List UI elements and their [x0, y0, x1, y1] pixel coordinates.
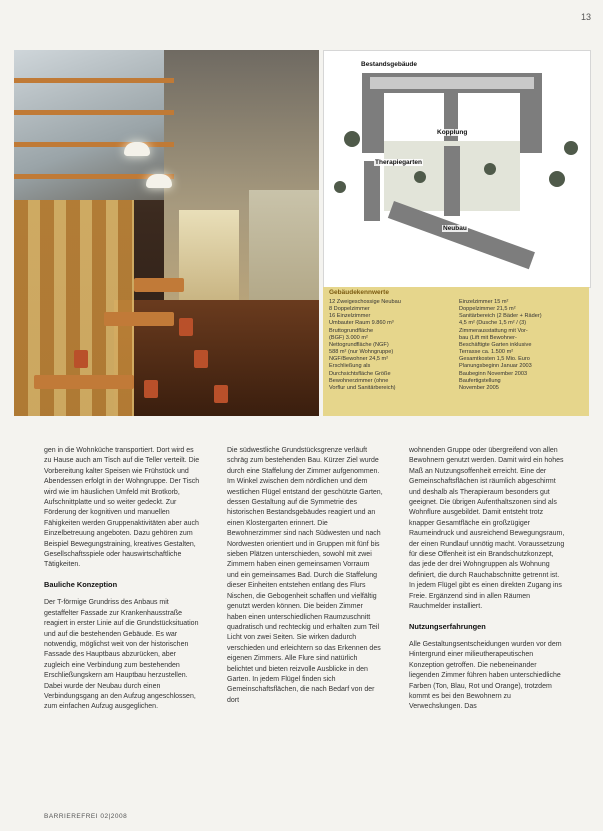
data-line: Bewohnerzimmer (ohne: [329, 377, 389, 384]
data-line: 8 Doppelzimmer: [329, 306, 370, 313]
roof-beam: [14, 78, 174, 83]
data-line: November 2005: [459, 384, 499, 391]
paragraph: gen in die Wohnküche transportiert. Dort wird es zu Hause auch am Tisch auf die Teller verteilt. Die Vorbereitung kalter Speisen wie Frühstück und Abendessen erfolgt in der Wohngruppe. Der Tisch wird wie im häuslichen Umfeld mit Brotkorb, Aufschnittplatte und so weiter gedeckt. Zur Förderung der kognitiven und manuellen Fähigkeiten werden Gruppenaktivitäten aber auch Einzelbetreuung angeboten. Dazu gehören zum Beispiel Bewegungstraining, kreatives Gestalten, Gesellschaftsspiele oder hauswirtschaftliche Tätigkeiten.: [44, 447, 200, 569]
existing-building-rooms: [370, 77, 534, 89]
site-plan: [323, 50, 591, 288]
data-line: 12 Zweigeschossige Neubau: [329, 299, 401, 305]
chair: [194, 350, 208, 368]
chair: [214, 385, 228, 403]
data-line: Vorflur und Sanitärbereich): [329, 384, 396, 391]
data-line: Gesamtkosten 1,5 Mio. Euro: [459, 356, 530, 363]
corridor-opening: [179, 210, 239, 300]
building-data-box: [323, 287, 589, 416]
data-line: Erschließung als: [329, 363, 371, 370]
pendant-lamp: [146, 174, 172, 188]
tree: [549, 171, 565, 187]
existing-building-wing: [520, 93, 542, 153]
new-building: [388, 201, 535, 269]
paragraph: Alle Gestaltungsentscheidungen wurden vor dem Hintergrund einer milieutherapeutischen Konzeption getroffen. Die nebeneinander liegenden Zimmer führen haben unterschiedliche Farben (Ton, Blau, Rot und Orange), trotzdem kommt es bei den Bewohnern zu Verwechslungen. Das: [409, 640, 562, 711]
data-line: Planungsbeginn Januar 2003: [459, 363, 532, 370]
data-line: Doppelzimmer 21,5 m²: [459, 306, 516, 313]
paragraph: wohnenden Gruppe oder übergreifend von allen Bewohnern genutzt werden. Damit wird ein hohes Maß an Nutzungsoffenheit erreicht. Eine der Gemeinschaftsflächen ist räumlich abgeschirmt und deshalb als Therapieraum besonders gut geeignet. Die übrigen Aufenthaltszonen sind als Wohnflure ausgebildet. Damit entsteht trotz knapper Gesamtfläche ein großzügiger Raumeindruck und ausreichend Bewegungsraum, der einen Rundlauf unnötig macht. Voraussetzung für diese Offenheit ist ein Brandschutzkonzept, das jede der drei Wohngruppen als Wohnung definiert, die durch Rauchabschnitte getrennt ist. In jedem Flügel gibt es einen direkten Zugang ins Freie. Ergänzend sind in allen Räumen Rauchmelder installiert.: [409, 447, 565, 611]
data-line: 16 Einzelzimmer: [329, 313, 371, 320]
data-line: Sanitärbereich (2 Bäder + Räder): [459, 313, 542, 320]
section-heading: Bauliche Konzeption: [44, 579, 118, 589]
dining-table: [134, 278, 184, 292]
data-line: Einzelzimmer 15 m²: [459, 299, 509, 305]
new-building-wing: [444, 146, 460, 216]
data-column-right: [459, 299, 581, 392]
data-line: Baubeginn November 2003: [459, 370, 528, 377]
data-line: Durchsichtsfläche Größe: [329, 370, 391, 377]
chair: [144, 380, 158, 398]
pendant-lamp: [124, 142, 150, 156]
data-column-left: [329, 299, 451, 392]
interior-photo: [14, 50, 319, 416]
tree: [414, 171, 426, 183]
label-link: Kopplung: [437, 129, 468, 136]
dining-table: [104, 312, 174, 326]
data-line: bau (Lift mit Bewohner-: [459, 334, 517, 341]
text-column-3: [409, 446, 565, 722]
data-line: Baufertigstellung: [459, 377, 501, 384]
data-line: 4,5 m² (Dusche 1,5 m² / (3): [459, 320, 527, 327]
data-line: (BGF) 3.000 m²: [329, 334, 368, 341]
new-building-wing: [364, 161, 380, 221]
data-box-title: Gebäudekennwerte: [329, 289, 389, 296]
data-line: Beschäftigte Garten inklusive: [459, 341, 532, 348]
text-column-2: [227, 446, 383, 715]
roof-beam: [14, 142, 174, 147]
data-line: Terrasse ca. 1.500 m²: [459, 349, 514, 356]
tree: [344, 131, 360, 147]
data-line: Umbauter Raum 9.860 m³: [329, 320, 394, 327]
footer-publication: BARRIEREFREI 02|2008: [44, 813, 128, 820]
label-therapy-garden: Therapiegarten: [375, 159, 422, 166]
data-line: Nettogrundfläche (NGF): [329, 341, 389, 348]
page-number: 13: [580, 12, 591, 22]
label-new-building: Neubau: [443, 225, 467, 232]
chair: [74, 350, 88, 368]
tree: [334, 181, 346, 193]
data-line: Bruttogrundfläche: [329, 327, 374, 334]
tree: [564, 141, 578, 155]
label-existing-building: Bestandsgebäude: [361, 61, 417, 68]
data-line: 588 m² (nur Wohngruppe): [329, 349, 394, 356]
existing-building-wing: [362, 93, 384, 153]
section-heading: Nutzungserfahrungen: [409, 621, 486, 631]
paragraph: Der T-förmige Grundriss des Anbaus mit gestaffelter Fassade zur Krankenhausstraße reagiert in erster Linie auf die Grundstücksituation und auf die bestehenden Gebäude. Es war notwendig, möglichst weit von der historischen Fassade des Hauptbaus abzurücken, aber zugleich eine Verbindung zum bestehenden Erschließungskern am Hauptbau herzustellen. Dabei wurde der Neubau durch einen Verbindungsgang an den Aufzug angeschlossen, zum einfachen Aufzug ausgeglichen.: [44, 599, 199, 711]
data-line: Zimmerausstattung mit Vor-: [459, 327, 528, 334]
data-line: NGF/Bewohner 24,5 m²: [329, 356, 389, 363]
roof-beam: [14, 110, 174, 115]
paragraph: Die südwestliche Grundstücksgrenze verläuft schräg zum bestehenden Bau. Kürzer Ziel wurde durch eine Staffelung der Zimmer aufgenommen. Im Winkel zwischen dem nördlichen und dem westlichen Flügel entstand der geschützte Garten, dessen Gestaltung auf die Symmetrie des historischen Bestandsgebäudes reagiert und an einen Klostergarten erinnert. Die Bewohnerzimmer sind nach Südwesten und nach Nordwesten orientiert und in Gruppen mit fünf bis sieben Plätzen unterschieden, sowohl mit zwei Zimmern haben einen gemeinsamen Vorraum und ein gemeinsames Bad. Durch die Staffelung dieser Einheiten entstehen entlang des Flurs Nischen, die Gebogenheit schaffen und vielfältig genutzt werden können. Die beiden Zimmer haben einen unterschiedlichen Raumzuschnitt quadratisch und rechteckig und erhalten zum Teil Licht von zwei Seiten. Sie wirken dadurch verschieden und erleichtern so das Erkennen des eigenen Zimmers. Alle Flure sind natürlich belichtet und bieten reizvolle Ausblicke in den Garten. In jedem Flügel finden sich Gemeinschaftsflächen, die nach Bedarf von der dort: [227, 447, 383, 704]
chair: [179, 318, 193, 336]
dining-table: [34, 375, 134, 389]
tree: [484, 163, 496, 175]
text-column-1: [44, 446, 200, 722]
